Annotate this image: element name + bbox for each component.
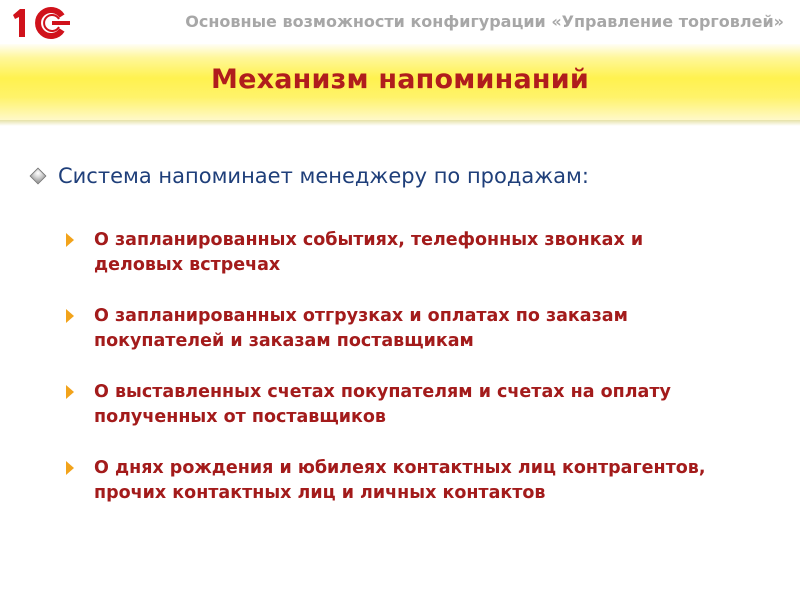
list-item-text [94,456,705,506]
list-item-line: деловых встречах [94,255,281,275]
list-item-line: полученных от поставщиков [94,407,386,427]
list-item [62,380,762,430]
diamond-bullet-icon [30,168,47,185]
lead-text: Система напоминает менеджеру по продажам: [58,164,589,188]
list-item [62,228,762,278]
list-item-line: О запланированных событиях, телефонных звонках и [94,230,644,250]
presentation-supertitle: Основные возможности конфигурации «Управление торговлей» [185,12,784,31]
list-item-line: О выставленных счетах покупателям и счетах на оплату [94,382,671,402]
list-item-line: О запланированных отгрузках и оплатах по заказам [94,306,628,326]
list-item [62,304,762,354]
arrow-bullet-icon [66,461,74,475]
list-item [62,456,762,506]
list-item-text [94,304,628,354]
arrow-bullet-icon [66,385,74,399]
list-item-line: покупателей и заказам поставщикам [94,331,474,351]
slide-title: Механизм напоминаний [211,64,589,95]
list-item-text [94,380,671,430]
list-item-line: прочих контактных лиц и личных контактов [94,483,546,503]
list-item-text [94,228,643,278]
list-item-line: О днях рождения и юбилеях контактных лиц контрагентов, [94,458,706,478]
reminder-list [62,228,762,532]
lead-statement [32,164,780,188]
arrow-bullet-icon [66,233,74,247]
1c-logo [10,6,72,40]
arrow-bullet-icon [66,309,74,323]
